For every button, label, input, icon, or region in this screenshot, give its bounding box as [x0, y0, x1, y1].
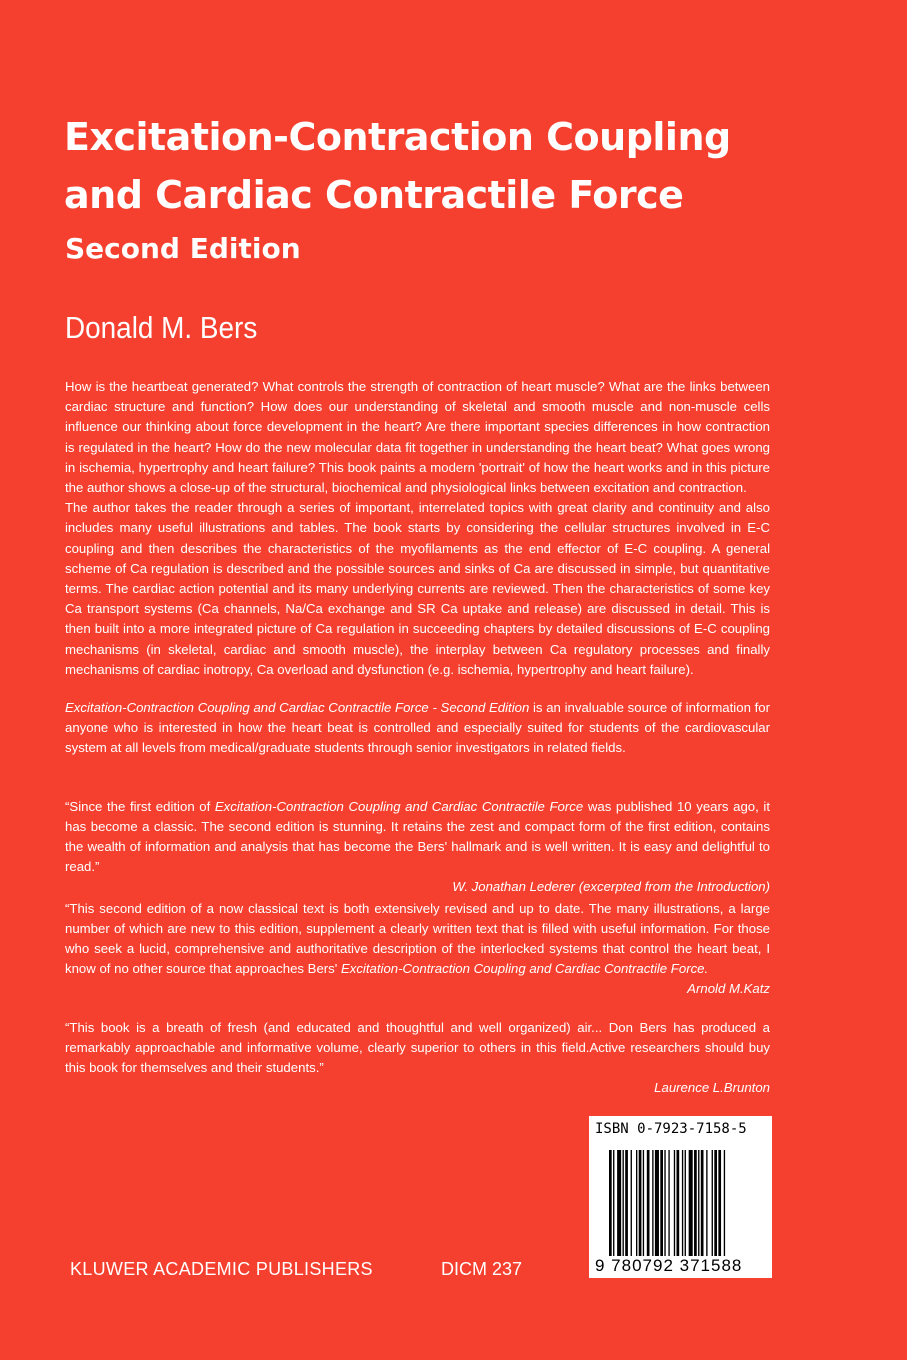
series-code: DICM 237 — [441, 1259, 523, 1279]
barcode-bar — [609, 1150, 612, 1256]
description-paragraph-1 — [65, 377, 770, 680]
isbn-barcode-box — [589, 1116, 772, 1278]
author-name: Donald M. Bers — [65, 310, 258, 345]
barcode-bar — [714, 1150, 717, 1256]
quote-attribution: W. Jonathan Lederer (excerpted from the Introduction) — [452, 879, 770, 894]
barcode-bar — [689, 1150, 693, 1256]
ean-digits: 9 780792 371588 — [595, 1256, 743, 1275]
quote-katz — [65, 899, 770, 999]
barcode-bar — [625, 1150, 628, 1256]
book-title-line-2: and Cardiac Contractile Force — [64, 173, 684, 217]
barcode-bar — [677, 1150, 680, 1256]
quote-text: “Since the first edition of — [65, 799, 215, 814]
barcode-bar — [718, 1150, 721, 1256]
barcode-bars — [609, 1150, 759, 1256]
barcode-bar — [655, 1150, 659, 1256]
description-text-1b: The author takes the reader through a series of important, interrelated topics with great clarity and continuity and also includes many useful illustrations and tables. The book starts by considering the cellular structures involved in E-C coupling and then describes the characteristics of the myofilaments as the end effector of E-C coupling. A general scheme of Ca regulation is described and the possible sources and sinks of Ca are discussed in simple, but quantitative terms. The cardiac action potential and its many underlying currents are reviewed. Then the characteristics of some key Ca transport systems (Ca channels, Na/Ca exchange and SR Ca uptake and release) are discussed in detail. This is then built into a more integrated picture of Ca regulation in succeeding chapters by detailed discussions of E-C coupling mechanisms (in skeletal, cardiac and smooth muscle), the interplay between Ca regulatory processes and finally mechanisms of cardiac inotropy, Ca overload and dysfunction (e.g. ischemia, hypertrophy and heart failure). — [65, 500, 770, 677]
quote-text: “This book is a breath of fresh (and educated and thoughtful and well organized) air... Don Bers has produced a remarkably approachable and informative volume, clearly superior to others in this field.Active researchers should buy this book for themselves and their students.” — [65, 1020, 770, 1075]
barcode-bar — [643, 1150, 644, 1256]
quote-attribution: Arnold M.Katz — [687, 981, 770, 996]
barcode-bar — [652, 1150, 653, 1256]
barcode-bar — [664, 1150, 665, 1256]
quote-italic-title: Excitation-Contraction Coupling and Cardiac Contractile Force — [214, 799, 584, 814]
barcode-bar — [631, 1150, 632, 1256]
barcode-bar — [636, 1150, 637, 1256]
description-text-1a: How is the heartbeat generated? What controls the strength of contraction of heart muscle? What are the links between cardiac structure and function? How does our understanding of skeletal and smooth muscle and non-muscle cells influence our thinking about force development in the heart? Are there important species differences in how contraction is regulated in the heart? How do the new molecular data fit together in understanding the heart beat? What goes wrong in ischemia, hypertrophy and heart failure? This book paints a modern 'portrait' of how the heart works and in this picture the author shows a close-up of the structural, biochemical and physiological links between excitation and contraction. — [65, 379, 770, 496]
barcode-bar — [685, 1150, 686, 1256]
barcode-bar — [668, 1150, 669, 1256]
quote-lederer — [65, 797, 770, 897]
quote-brunton — [65, 1018, 770, 1098]
barcode-bar — [674, 1150, 675, 1256]
barcode-bar — [694, 1150, 697, 1256]
quote-attribution: Laurence L.Brunton — [654, 1080, 770, 1095]
edition-label: Second Edition — [65, 232, 301, 265]
isbn-label: ISBN 0-7923-7158-5 — [595, 1121, 747, 1137]
book-title — [64, 108, 864, 224]
quote-italic-title: Excitation-Contraction Coupling and Cardiac Contractile Force. — [340, 961, 709, 976]
barcode-bar — [706, 1150, 707, 1256]
barcode-bar — [660, 1150, 663, 1256]
barcode-bar — [647, 1150, 650, 1256]
barcode-bar — [712, 1150, 713, 1256]
description-title-italic: Excitation-Contraction Coupling and Cardiac Contractile Force - Second Edition — [65, 700, 530, 715]
quote-text: was published 10 years ago, it has become a classic. The second edition is stunning. It retains the zest and compact form of the first edition, contains the wealth of information and analysis that has become the Bers' hallmark and is well written. It is easy and delightful to read.” — [65, 799, 770, 874]
publisher-name: KLUWER ACADEMIC PUBLISHERS — [70, 1259, 373, 1279]
quote-text: “This second edition of a now classical text is both extensively revised and up to date. The many illustrations, a large number of which are new to this edition, supplement a clearly written text that is filled with useful information. For those who seek a lucid, comprehensive and authoritative description of the interlocked systems that control the heart beat, I know of no other source that approaches Bers' — [65, 901, 770, 976]
book-title-line-1: Excitation-Contraction Coupling — [64, 115, 731, 159]
description-text-2: is an invaluable source of information for anyone who is interested in how the heart beat is controlled and especially suited for students of the cardiovascular system at all levels from medical/graduate students through senior investigators in related fields. — [65, 700, 770, 756]
barcode-bar — [623, 1150, 624, 1256]
barcode-bar — [724, 1150, 725, 1256]
barcode-bar — [682, 1150, 683, 1256]
description-paragraph-2 — [65, 698, 770, 759]
barcode-bar — [639, 1150, 642, 1256]
barcode-bar — [617, 1150, 621, 1256]
barcode-bar — [698, 1150, 699, 1256]
barcode-bar — [613, 1150, 614, 1256]
barcode-bar — [701, 1150, 704, 1256]
